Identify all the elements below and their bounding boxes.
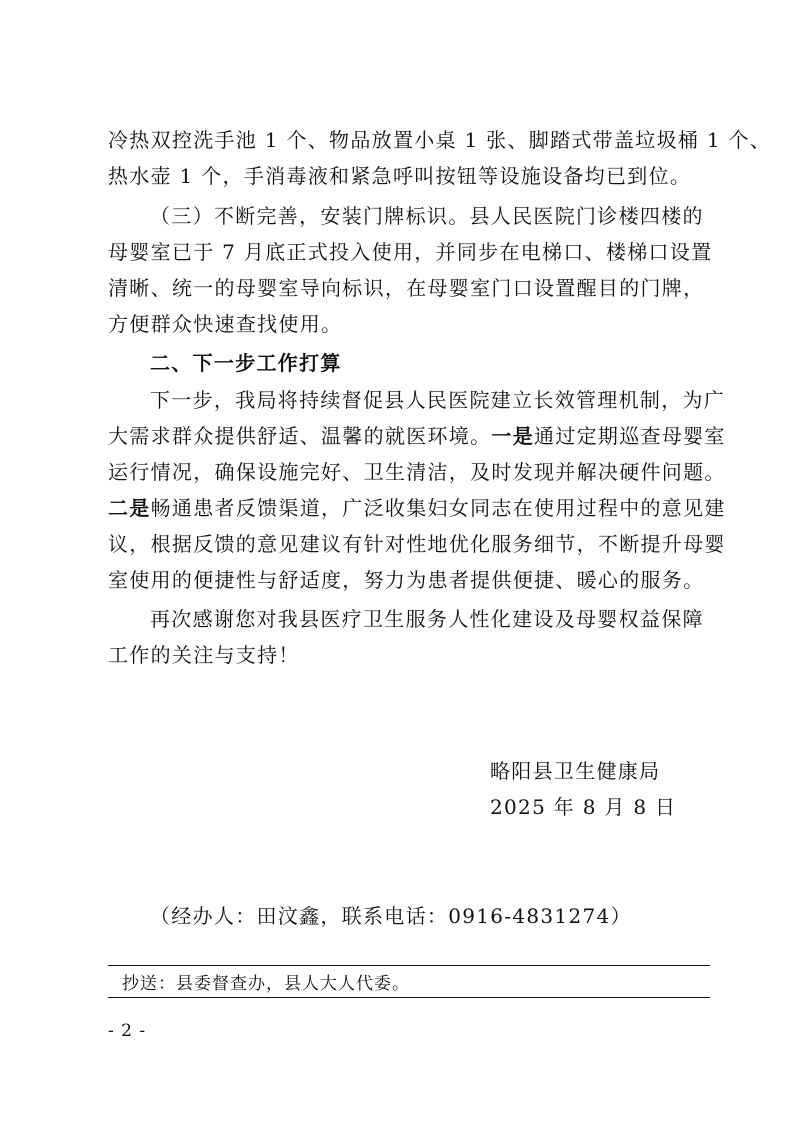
body-text-line [108, 495, 726, 521]
body-text-line: 下一步，我局将持续督促县人民医院建立长效管理机制，为广 [150, 388, 726, 412]
emphasis-text: 一是 [491, 424, 535, 448]
signature-date: 2025 年 8 月 8 日 [490, 795, 677, 819]
cc-line: 抄送：县委督查办，县人大人代委。 [122, 974, 410, 994]
text-segment: 大需求群众提供舒适、温馨的就医环境。 [108, 424, 492, 448]
body-text-line: 议，根据反馈的意见建议有针对性地优化服务细节，不断提升母婴 [108, 532, 726, 556]
body-text-line [108, 423, 726, 449]
contact-info: （经办人：田汶鑫，联系电话：0916-4831274） [150, 904, 632, 928]
text-segment: 畅通患者反馈渠道，广泛收集妇女同志在使用过程中的意见建 [150, 496, 726, 520]
body-text-line: 清晰、统一的母婴室导向标识，在母婴室门口设置醒目的门牌， [108, 276, 705, 300]
body-text-line: 再次感谢您对我县医疗卫生服务人性化建设及母婴权益保障 [150, 607, 704, 631]
body-text-line: 运行情况，确保设施完好、卫生清洁，及时发现并解决硬件问题。 [108, 460, 726, 484]
section-heading: 二、下一步工作打算 [150, 351, 342, 375]
cc-bottom-rule [108, 997, 710, 998]
body-text-line: 热水壶 1 个，手消毒液和紧急呼叫按钮等设施设备均已到位。 [108, 164, 692, 188]
text-segment: 通过定期巡查母婴室 [534, 424, 726, 448]
body-text-line: 方便群众快速查找使用。 [108, 312, 343, 336]
signature-org: 略阳县卫生健康局 [490, 759, 661, 783]
page-number: - 2 - [108, 1021, 147, 1041]
emphasis-text: 二是 [108, 496, 151, 520]
body-text-line: 母婴室已于 7 月底正式投入使用，并同步在电梯口、楼梯口设置 [108, 240, 713, 264]
body-text-line: 室使用的便捷性与舒适度，努力为患者提供便捷、暖心的服务。 [108, 568, 705, 592]
cc-top-rule [108, 965, 710, 966]
body-text-line: 冷热双控洗手池 1 个、物品放置小桌 1 张、脚踏式带盖垃圾桶 1 个、 [108, 128, 772, 152]
body-text-line: 工作的关注与支持！ [108, 643, 300, 667]
body-text-line: （三）不断完善，安装门牌标识。县人民医院门诊楼四楼的 [150, 204, 704, 228]
